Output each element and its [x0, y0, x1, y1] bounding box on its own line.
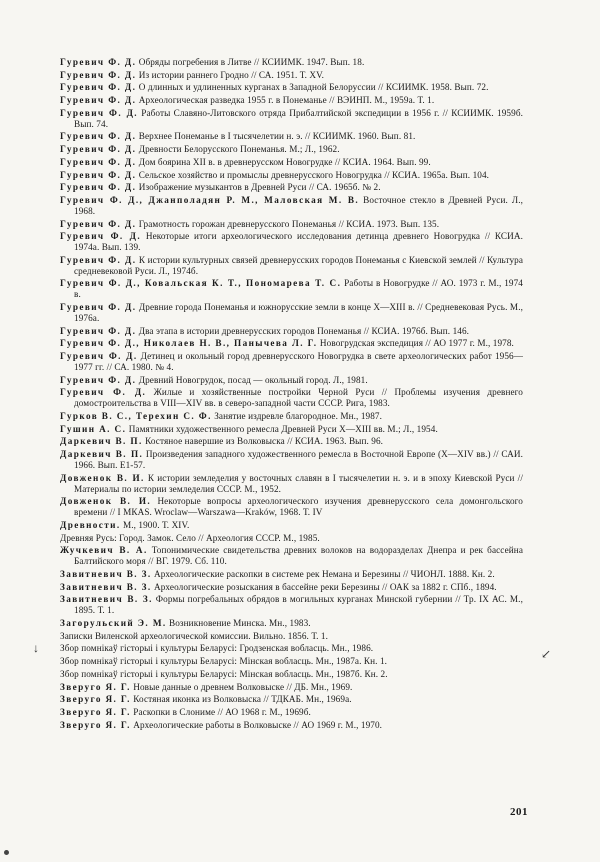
entry-text: Восточное стекло в Древней Руси. Л., 1968.	[74, 194, 524, 216]
entry-text: Записки Виленской археологической комиссии. Вильно. 1856. Т. 1.	[60, 630, 329, 641]
entry-text: Изображение музыкантов в Древней Руси // СА. 1965б. № 2.	[138, 182, 381, 193]
entry-text: Жилые и хозяйственные постройки Черной Руси // Проблемы изучения древнего домостроительства в VIII—XIV вв. в северо-западной части СССР. Рига, 1983.	[74, 387, 523, 409]
entry-author: Гуревич Ф. Д.	[60, 231, 142, 242]
bibliography-entry	[60, 656, 523, 667]
entry-text: Раскопки в Слониме // АО 1968 г. М., 1969б.	[133, 706, 311, 717]
entry-text: Произведения западного художественного ремесла в Восточной Европе (X—XIV вв.) // САИ. 1966. Вып. Е1-57.	[74, 449, 523, 471]
bibliography-entry	[60, 387, 523, 409]
bibliography-entry	[60, 424, 523, 435]
entry-text: Памятники художественного ремесла Древней Руси X—XIII вв. М.; Л., 1954.	[128, 423, 438, 434]
bibliography-entry	[60, 57, 523, 68]
bibliography-entry	[60, 582, 523, 593]
entry-author: Гуревич Ф. Д.	[60, 254, 137, 265]
entry-text: Археологическая разведка 1955 г. в Понеманье // ВЭИНП. М., 1959а. Т. 1.	[138, 95, 435, 106]
entry-author: Гуревич Ф. Д.	[60, 182, 137, 193]
entry-author: Гуревич Ф. Д.	[60, 131, 137, 142]
entry-text: Возникновение Минска. Мн., 1983.	[169, 617, 311, 628]
entry-text: Древние города Понеманья и южнорусские земли в конце X—XIII в. // Средневековая Русь. М., 1976а.	[74, 302, 523, 323]
bibliography-entry	[60, 82, 523, 93]
entry-text: Костяное навершие из Волковыска // КСИА. 1963. Вып. 96.	[145, 436, 384, 447]
entry-text: Работы Славяно-Литовского отряда Прибалтийской экспедиции в 1956 г. // КСИИМК. 1959б. Вып. 74.	[74, 107, 523, 129]
entry-author: Завитневич В. З.	[60, 581, 152, 592]
entry-author: Зверуго Я. Г.	[60, 706, 131, 717]
entry-author: Зверуго Я. Г.	[60, 719, 131, 730]
entry-text: М., 1900. Т. XIV.	[122, 519, 190, 530]
entry-text: Археологические розыскания в бассейне реки Березины // ОАК за 1882 г. СПб., 1894.	[154, 581, 497, 592]
entry-author: Гуревич Ф. Д., Ковальская К. Т., Пономарева Т. С.	[60, 278, 342, 289]
bibliography-entry	[60, 473, 523, 495]
entry-author: Гуревич Ф. Д.	[60, 144, 137, 155]
entry-text: Детинец и окольный город древнерусского Новогрудка в свете археологических работ 1956—1977 гг. // СА. 1980. № 4.	[74, 351, 524, 372]
bibliography-entry	[60, 375, 523, 386]
bibliography-entry	[60, 108, 523, 130]
entry-author: Гушин А. С.	[60, 423, 127, 434]
page-number: 201	[510, 806, 528, 818]
bibliography-entry	[60, 157, 523, 168]
margin-check-mark: ↙	[541, 647, 552, 661]
bibliography-entry	[60, 131, 523, 142]
bibliography-entry	[60, 682, 523, 693]
entry-author: Гурков В. С., Терехин С. Ф.	[60, 411, 212, 422]
bibliography-entry	[60, 302, 523, 324]
bibliography-entry	[60, 411, 523, 422]
entry-text: Некоторые итоги археологического исследования детинца древнего Новогрудка // КСИА. 1974а. Вып. 139.	[74, 231, 523, 253]
entry-text: Топонимические свидетельства древних волоков на водоразделах Днепра и рек бассейна Балтийского моря // ВГ. 1979. Сб. 110.	[74, 545, 523, 567]
entry-text: Збор помнікаў гісторыі і культуры Беларусі: Гродзенская вобласць. Мн., 1986.	[60, 643, 374, 654]
bibliography-entry	[60, 694, 523, 705]
bibliography-entry	[60, 231, 523, 253]
bibliography-entry	[60, 533, 523, 544]
entry-author: Завитневич В. З.	[60, 568, 152, 579]
bibliography-entry	[60, 707, 523, 718]
bibliography-entry	[60, 594, 523, 616]
bibliography-entry	[60, 70, 523, 81]
bibliography-entry	[60, 618, 523, 629]
entry-text: Древности Белорусского Понеманья. М.; Л., 1962.	[138, 144, 340, 155]
entry-author: Гуревич Ф. Д.	[60, 351, 138, 362]
entry-text: Археологические работы в Волковыске // АО 1969 г. М., 1970.	[133, 719, 383, 730]
scan-speck	[4, 850, 9, 855]
entry-text: К истории земледелия у восточных славян в I тысячелетии н. э. и в эпоху Киевской Руси // Материалы по истории земледелия СССР. М., 1952.	[74, 472, 523, 494]
entry-text: Збор помнікаў гісторыі і культуры Беларусі: Мінская вобласць. Мн., 1987а. Кн. 1.	[60, 656, 388, 667]
bibliography-entry	[60, 170, 523, 181]
entry-author: Зверуго Я. Г.	[60, 694, 131, 705]
entry-text: Новогрудская экспедиция // АО 1977 г. М., 1978.	[319, 338, 514, 349]
bibliography-list	[60, 57, 523, 732]
margin-check-mark: ↓	[33, 641, 39, 655]
bibliography-entry	[60, 95, 523, 106]
entry-text: Два этапа в истории древнерусских городов Понеманья // КСИА. 1976б. Вып. 146.	[138, 325, 470, 336]
bibliography-entry	[60, 255, 523, 277]
entry-text: Грамотность горожан древнерусского Понеманья // КСИА. 1973. Вып. 135.	[138, 218, 440, 229]
bibliography-entry	[60, 631, 523, 642]
entry-author: Загорульский Э. М.	[60, 617, 167, 628]
bibliography-entry	[60, 144, 523, 155]
entry-text: Новые данные о древнем Волковыске // ДБ. Мн., 1969.	[133, 681, 353, 692]
entry-author: Гуревич Ф. Д.	[60, 218, 137, 229]
entry-text: Археологические раскопки в системе рек Немана и Березины // ЧИОНЛ. 1888. Кн. 2.	[154, 568, 495, 579]
entry-text: О длинных и удлиненных курганах в Западной Белоруссии // КСИИМК. 1958. Вып. 72.	[138, 82, 489, 93]
entry-text: Обряды погребения в Литве // КСИИМК. 1947. Вып. 18.	[138, 57, 365, 67]
entry-text: Древний Новогрудок, посад — окольный город. Л., 1981.	[138, 374, 368, 385]
bibliography-entry	[60, 545, 523, 567]
entry-author: Гуревич Ф. Д., Николаев Н. В., Панычева Л. Г.	[60, 338, 318, 349]
entry-author: Гуревич Ф. Д.	[60, 82, 137, 93]
entry-author: Жучкевич В. А.	[60, 545, 148, 556]
entry-author: Зверуго Я. Г.	[60, 681, 131, 692]
entry-author: Гуревич Ф. Д.	[60, 374, 137, 385]
entry-text: Древняя Русь: Город. Замок. Село // Археология СССР. М., 1985.	[60, 532, 320, 543]
entry-author: Гуревич Ф. Д., Джанполадян Р. М., Маловская М. В.	[60, 194, 360, 205]
bibliography-entry	[60, 496, 523, 518]
bibliography-entry	[60, 520, 523, 531]
entry-text: Формы погребальных обрядов в могильных курганах Минской губернии // Тр. IX АС. М., 1895. Т. 1.	[74, 594, 523, 616]
bibliography-entry	[60, 219, 523, 230]
entry-text: Из истории раннего Гродно // СА. 1951. Т. XV.	[138, 69, 325, 80]
entry-author: Гуревич Ф. Д.	[60, 107, 139, 118]
entry-text: Дом боярина XII в. в древнерусском Новогрудке // КСИА. 1964. Вып. 99.	[138, 156, 431, 167]
entry-author: Довженок В. И.	[60, 472, 145, 483]
entry-text: К истории культурных связей древнерусских городов Понеманья с Киевской землей // Культура средневековой Руси. Л., 1974б.	[74, 254, 524, 276]
entry-author: Гуревич Ф. Д.	[60, 387, 147, 398]
bibliography-entry	[60, 449, 523, 471]
bibliography-entry	[60, 338, 523, 349]
bibliography-entry	[60, 436, 523, 447]
bibliography-entry	[60, 720, 523, 731]
entry-text: Верхнее Понеманье в I тысячелетии н. э. // КСИИМК. 1960. Вып. 81.	[138, 131, 416, 142]
entry-author: Древности.	[60, 519, 121, 530]
entry-text: Занятие издревле благородное. Мн., 1987.	[214, 411, 383, 422]
bibliography-entry	[60, 669, 523, 680]
entry-author: Гуревич Ф. Д.	[60, 57, 137, 67]
entry-author: Гуревич Ф. Д.	[60, 95, 137, 106]
entry-author: Гуревич Ф. Д.	[60, 156, 137, 167]
bibliography-entry	[60, 182, 523, 193]
entry-author: Завитневич В. З.	[60, 594, 153, 605]
entry-author: Гуревич Ф. Д.	[60, 69, 137, 80]
entry-author: Гуревич Ф. Д.	[60, 325, 137, 336]
entry-author: Гуревич Ф. Д.	[60, 169, 137, 180]
bibliography-entry	[60, 569, 523, 580]
bibliography-entry	[60, 195, 523, 217]
entry-text: Збор помнікаў гісторыі і культуры Беларусі: Мінская вобласць. Мн., 1987б. Кн. 2.	[60, 668, 388, 679]
entry-text: Работы в Новогрудке // АО. 1973 г. М., 1974 в.	[74, 278, 523, 300]
bibliography-entry	[60, 351, 523, 373]
bibliography-entry	[60, 643, 523, 654]
entry-author: Даркевич В. П.	[60, 436, 143, 447]
entry-text: Некоторые вопросы археологического изучения древнерусского села домонгольского времени // I МКАS. Wroclaw—Warszawa—Kraków, 1968. Т. IV	[74, 496, 523, 518]
entry-author: Даркевич В. П.	[60, 449, 144, 460]
entry-text: Сельское хозяйство и промыслы древнерусского Новогрудка // КСИА. 1965а. Вып. 104.	[138, 169, 490, 180]
bibliography-entry	[60, 278, 523, 300]
entry-text: Костяная иконка из Волковыска // ТДКАБ. Мн., 1969а.	[133, 694, 352, 705]
bibliography-entry	[60, 326, 523, 337]
entry-author: Довженок В. И.	[60, 496, 152, 507]
entry-author: Гуревич Ф. Д.	[60, 302, 137, 313]
